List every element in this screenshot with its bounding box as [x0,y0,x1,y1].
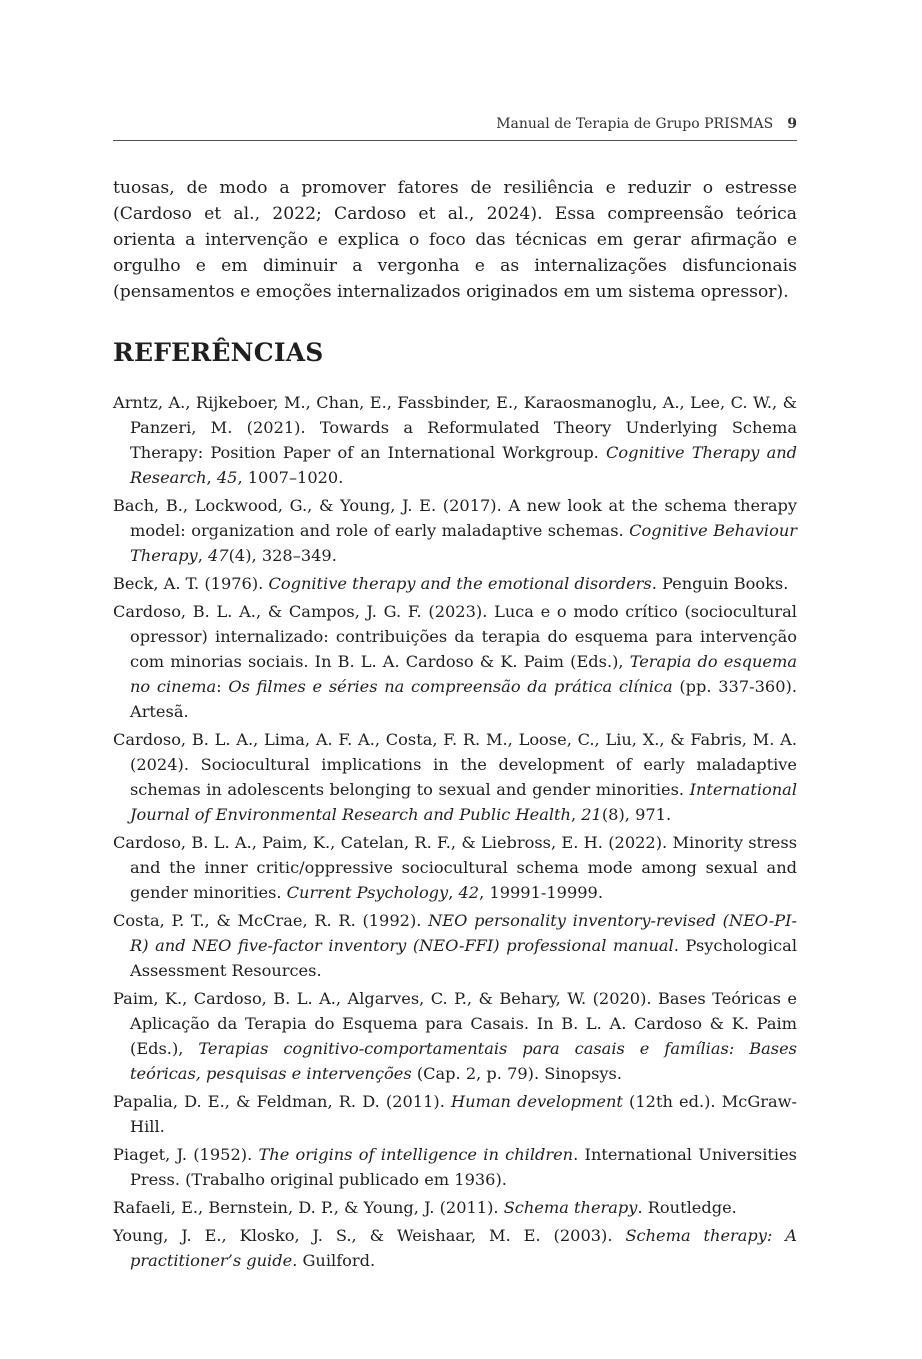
references-heading: REFERÊNCIAS [113,338,324,367]
reference-item: Rafaeli, E., Bernstein, D. P., & Young, J. (2011). Schema therapy. Routledge. [113,1198,737,1217]
body-paragraph: tuosas, de modo a promover fatores de resiliência e reduzir o estresse (Cardoso et al., 2022; Cardoso et al., 2024). Essa compreensão teórica orienta a intervenção e explica o foco das técnicas em gerar afirmação e orgulho e em diminuir a vergonha e as internalizações disfuncionais (pensamentos e emoções internalizados originados em um sistema opressor). [113,178,797,302]
reference-item: Cardoso, B. L. A., Paim, K., Catelan, R. F., & Liebross, E. H. (2022). Minority stress and the inner critic/oppressive sociocultural schema mode among sexual and gender minorities. Current Psychology, 42, 19991-19999. [113,833,797,902]
book-title: Manual de Terapia de Grupo PRISMAS [496,116,774,132]
reference-item: Paim, K., Cardoso, B. L. A., Algarves, C. P., & Behary, W. (2020). Bases Teóricas e Aplicação da Terapia do Esquema para Casais. In B. L. A. Cardoso & K. Paim (Eds.), Terapias cognitivo-comportamentais para casais e famílias: Bases teóricas, pesquisas e intervenções (Cap. 2, p. 79). Sinopsys. [113,989,797,1083]
reference-item: Cardoso, B. L. A., & Campos, J. G. F. (2023). Luca e o modo crítico (sociocultural opressor) internalizado: contribuições da terapia do esquema para intervenção com minorias sociais. In B. L. A. Cardoso & K. Paim (Eds.), Terapia do esquema no cinema: Os filmes e séries na compreensão da prática clínica (pp. 337-360). Artesã. [113,602,797,721]
reference-item: Beck, A. T. (1976). Cognitive therapy and the emotional disorders. Penguin Books. [113,574,789,593]
reference-item: Papalia, D. E., & Feldman, R. D. (2011). Human development (12th ed.). McGraw-Hill. [113,1092,797,1136]
reference-item: Arntz, A., Rijkeboer, M., Chan, E., Fassbinder, E., Karaosmanoglu, A., Lee, C. W., & Panzeri, M. (2021). Towards a Reformulated Theory Underlying Schema Therapy: Position Paper of an International Workgroup. Cognitive Therapy and Research, 45, 1007–1020. [113,393,798,487]
reference-item: Piaget, J. (1952). The origins of intelligence in children. International Universities Press. (Trabalho original publicado em 1936). [113,1145,797,1189]
reference-list [113,390,797,1276]
page-number: 9 [787,116,797,132]
reference-item: Cardoso, B. L. A., Lima, A. F. A., Costa, F. R. M., Loose, C., Liu, X., & Fabris, M. A. (2024). Sociocultural implications in the development of early maladaptive schemas in adolescents belonging to sexual and gender minorities. International Journal of Environmental Research and Public Health, 21(8), 971. [113,730,797,824]
running-header [113,116,797,141]
reference-item: Bach, B., Lockwood, G., & Young, J. E. (2017). A new look at the schema therapy model: organization and role of early maladaptive schemas. Cognitive Behaviour Therapy, 47(4), 328–349. [113,496,797,565]
reference-item: Costa, P. T., & McCrae, R. R. (1992). NEO personality inventory-revised (NEO-PI-R) and NEO five-factor inventory (NEO-FFI) professional manual. Psychological Assessment Resources. [113,911,797,980]
reference-item: Young, J. E., Klosko, J. S., & Weishaar, M. E. (2003). Schema therapy: A practitioner’s guide. Guilford. [113,1226,797,1270]
